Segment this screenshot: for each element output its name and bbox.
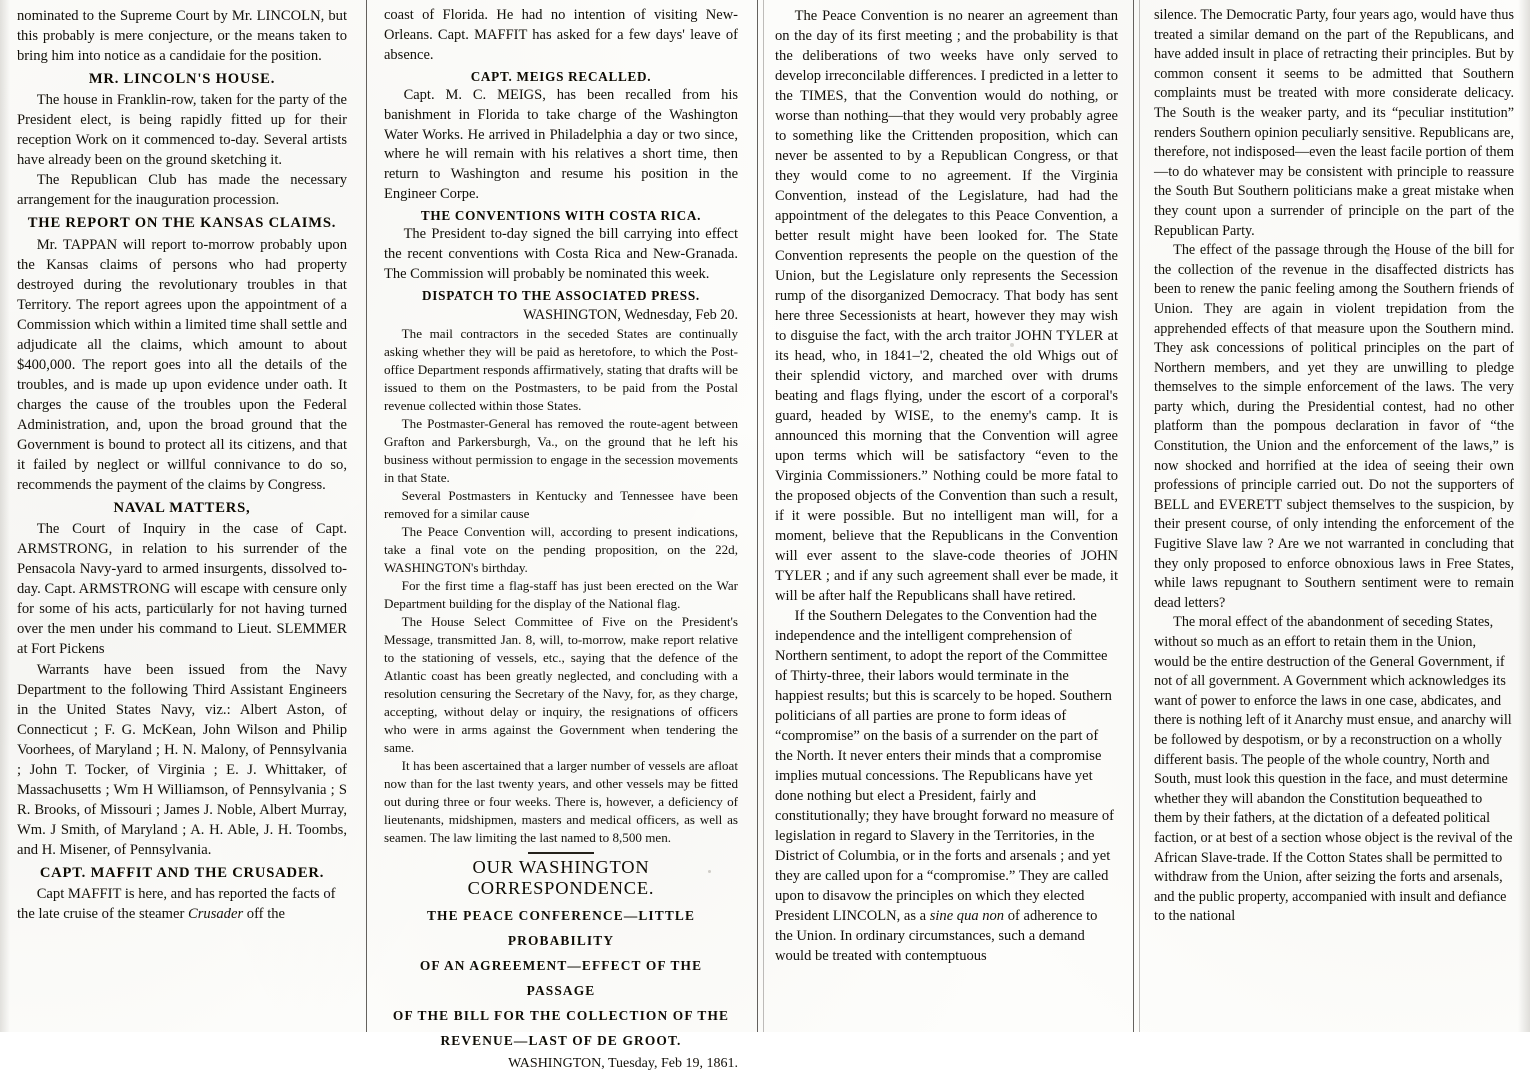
paragraph: For the first time a flag-staff has just been erected on the War Department building for the display of the National flag. [384, 577, 738, 611]
correspondence-subhead-line-4: REVENUE—LAST OF DE GROOT. [440, 1032, 682, 1048]
section-heading-kansas-claims: THE REPORT ON THE KANSAS CLAIMS. [27, 215, 337, 232]
paragraph: The mail contractors in the seceded States are continually asking whether they will be paid as heretofore, to which the Post-office Department responds affirmatively, stating that drafts will be issued to them on the Postmasters, to be paid from the Postal revenue collected within those States. [384, 325, 738, 413]
section-heading-capt-maffit: CAPT. MAFFIT AND THE CRUSADER. [39, 864, 325, 881]
paragraph-text-a: If the Southern Delegates to the Convention had the independence and the intelligent comprehension of Northern sentiment, to adopt the report of the Committee of Thirty-three, their labors would terminate in the happiest results; but this is scarcely to be hoped. Southern politicians of all parties are prone to form ideas of “compromise” on the basis of a surrender on the part of the North. It never enters their minds that a compromise implies mutual concessions. The Republicans have yet done nothing but elect a President, fairly and constitutionally; they have brought forward no measure of legislation in regard to Slavery in the Territories, in the District of Columbia, or in the forts and arsenals ; and yet they are called upon for a “compromise.” They are called upon to disavow the principles on which they elected President LINCOLN, as a [775, 608, 1114, 924]
paragraph-text-a: Capt MAFFIT is here, and has reported the facts of the late cruise of the steamer [17, 886, 336, 923]
ship-name-italic: Crusader [188, 906, 244, 923]
paragraph: The moral effect of the abandonment of seceding States, without so much as an effort to retain them in the Union, would be the entire destruction of the General Government, if not of all government. A Government which acknowledges its want of power to enforce the laws in one case, abdicates, and there is nothing left of it Anarchy must ensue, and anarchy will be followed by despotism, or by a reconstruction on a wholly different basis. The people of the whole country, North and South, must look this question in the face, and must determine whether they will abandon the Constitution bequeathed to them by their fathers, at the dictation of a defeated political faction, or at best of a section whose object is the revival of the African Slave-trade. If the Cotton States shall be permitted to withdraw from the Union, after seizing the forts and arsenals, and the public property, accompanied with insult and defiance to the national [1154, 614, 1513, 925]
paragraph: The house in Franklin-row, taken for the party of the President elect, is being rapidly fitted up for their reception Work on it commenced to-day. Several artists have already been on the ground sketching it. [17, 92, 347, 169]
paragraph: Mr. TAPPAN will report to-morrow probably upon the Kansas claims of persons who had property destroyed during the revolutionary troubles in that Territory. The report agrees upon the appointment of a Commission which within a limited time shall settle and adjudicate all the claims, which amount to about $400,000. The report goes into all the details of the troubles, and is made up upon evidence under oath. It charges the cause of the troubles upon the Federal Administration, and, upon the broad ground that the Government is bound to protect all its citizens, and that it failed by neglect or willful connivance to do so, recommends the payment of the claims by Congress. [17, 236, 347, 494]
paragraph: coast of Florida. He had no intention of visiting New-Orleans. Capt. MAFFIT has asked for a few days' leave of absence. [384, 7, 738, 63]
dateline-ap: WASHINGTON, Wednesday, Feb 20. [523, 306, 738, 323]
section-heading-costa-rica: THE CONVENTIONS WITH COSTA RICA. [420, 208, 702, 224]
paragraph: Warrants have been issued from the Navy Department to the following Third Assistant Engineers in the United States Navy, viz.: Albert Aston, of Connecticut ; F. G. McKean, John Wilson and Philip Voorhees, of Maryland ; H. N. Malony, of Pennsylvania ; John T. Tocker, of Virginia ; E. J. Whittaker, of Massachusetts ; Wm H Williamson, of Pennsylvania ; S R. Brooks, of Missouri ; James J. Noble, Albert Murray, Wm. J Smith, of Maryland ; A. H. Able, J. H. Toombs, and H. Misener, of Pennsylvania. [17, 661, 347, 858]
correspondence-subhead-line-3: OF THE BILL FOR THE COLLECTION OF THE [392, 1007, 730, 1023]
paragraph: The Postmaster-General has removed the route-agent between Grafton and Parkersburgh, Va., on the ground that he left his business without permission to engage in the secession movements in that State. [384, 415, 738, 485]
paragraph: The Peace Convention will, according to present indications, take a final vote on the pending proposition, on the 22d, WASHINGTON's birthday. [384, 523, 738, 575]
latin-phrase-italic: sine qua non [929, 908, 1005, 924]
paragraph: Capt. M. C. MEIGS, has been recalled from his banishment in Florida to take charge of the Washington Water Works. He arrived in Philadelphia a day or two since, where he will remain with his relatives a short time, then return to Washington and resume his position in the Engineer Corpe. [384, 86, 738, 203]
paragraph-text-b: off the [243, 906, 286, 923]
correspondence-subhead-line-1: THE PEACE CONFERENCE—LITTLE PROBABILITY [426, 907, 696, 948]
divider-rule [528, 852, 594, 854]
paragraph: Several Postmasters in Kentucky and Tennessee have been removed for a similar cause [384, 487, 738, 521]
paragraph: The Peace Convention is no nearer an agreement than on the day of its first meeting ; and the probability is that the deliberations of two weeks have only served to develop irreconcilable differences. I predicted in a letter to the TIMES, that the Convention would do nothing, or worse than nothing—that they would very probably agree to something like the Crittenden proposition, which can never be assented to by a Republican Congress, or that they would come to no agreement. If the Virginia Convention, instead of the Legislature, had had the appointment of the delegates to this Peace Convention, a better result might have been looked for. The State Convention represents the people on the question of the Union, but the Legislature only represents the Secession rump of the disorganized Democracy. That body has sent here three Secessionists at heart, however they may wish to disguise the fact, with the arch traitor JOHN TYLER at its head, who, in 1841–'2, cheated the old Whigs out of their splendid victory, and marched over with drums beating and flags flying, under the escort of a corporal's guard, headed by WISE, to the enemy's camp. It is announced this morning that the Convention will agree upon terms which will be satisfactory “even to the Virginia Commissioners.” Nothing could be more fatal to the proposed objects of the Convention than such a result, if it were possible. But no intelligent man will, for a moment, believe that the Republicans in the Convention will ever assent to the slave-code theories of JOHN TYLER ; and if any such agreement shall ever be made, it will be after half the Republicans shall have retired. [775, 8, 1118, 604]
correspondence-subhead-line-2: OF AN AGREEMENT—EFFECT OF THE PASSAGE [419, 957, 703, 998]
paragraph: silence. The Democratic Party, four years ago, would have thus treated a similar demand on the part of the Republicans, and have added insult in place of retracting their principles. But by common consent it seems to be admitted that Southern complaints must be treated with more considerate delicacy. The South is the weaker party, and its “peculiar institution” renders Southern opinion peculiarly sensitive. Republicans are, therefore, not indisposed—even the least facile portion of them—to do whatever may be consistent with principle to reassure the South But Southern politicians make a great mistake when they count upon a surrender of principle on the part of the Republican Party. [1154, 7, 1514, 239]
section-heading-meigs-recalled: CAPT. MEIGS RECALLED. [470, 68, 652, 84]
dateline-correspondence: WASHINGTON, Tuesday, Feb 19, 1861. [508, 1055, 738, 1071]
column-4 [1135, 0, 1530, 1032]
column-3 [758, 0, 1135, 1032]
paragraph-with-italic [775, 606, 1118, 966]
paragraph: It has been ascertained that a larger number of vessels are afloat now than for the last twenty years, and other vessels may be fitted out during three or four weeks. There is, however, a deficiency of lieutenants, midshipmen, masters and medical officers, as well as seamen. The law limiting the last named to 8,500 men. [384, 757, 738, 845]
paragraph: The President to-day signed the bill carrying into effect the recent conventions with Costa Rica and New-Granada. The Commission will probably be nominated this week. [384, 226, 738, 282]
paragraph: The House Select Committee of Five on the President's Message, transmitted Jan. 8, will, to-morrow, make report relative to the stationing of vessels, etc., saying that the defence of the Atlantic coast has been greatly neglected, and concluding with a resolution censuring the Secretary of the Navy, for, as they charge, accepting, without delay or inquiry, the resignations of officers who were in arms against the Government when tendering the same. [384, 613, 738, 755]
section-heading-associated-press: DISPATCH TO THE ASSOCIATED PRESS. [422, 287, 700, 303]
column-1 [0, 0, 366, 1032]
section-heading-naval-matters: NAVAL MATTERS, [113, 500, 251, 517]
paragraph: The Court of Inquiry in the case of Capt. ARMSTRONG, in relation to his surrender of the Pensacola Navy-yard to armed insurgents, dissolved to-day. Capt. ARMSTRONG will escape with censure only for some of his acts, particularly for not having turned over the men under his command to Lieut. SLEMMER at Fort Pickens [17, 521, 347, 658]
column-2 [366, 0, 758, 1071]
correspondence-title: OUR WASHINGTON CORRESPONDENCE. [467, 856, 655, 898]
paragraph-with-italic [17, 884, 347, 924]
paragraph: The effect of the passage through the House of the bill for the collection of the revenue in the disaffected districts has been to renew the panic feeling among the Southern friends of Union. They are again in violent trepidation from the apprehended effects of that measure upon the Southern mind. They ask concessions of political principles on the part of Northern members, and yet they are unwilling to pledge themselves to the simple enforcement of the laws. The very party which, during the Presidential contest, had no other platform than the pompous declaration in favor of “the Constitution, the Union and the enforcement of the laws,” is now shocked and horrified at the idea of seeing their own professions of principle carried out. Do not the supporters of BELL and EVERETT subject themselves to the suspicion, by their present course, of only intending the enforcement of the Fugitive Slave law ? Are we not warranted in concluding that they only proposed to enforce obnoxious laws in Free States, while laws repugnant to Southern sentiment were to remain dead letters? [1154, 242, 1514, 611]
paragraph-text-b: of adherence to the Union. In ordinary circumstances, such a demand would be treated with contemptuous [775, 908, 1098, 964]
paragraph: nominated to the Supreme Court by Mr. LINCOLN, but this probably is mere conjecture, or the means taken to bring him into notice as a candidaie for the position. [17, 8, 347, 65]
section-heading-lincolns-house: MR. LINCOLN'S HOUSE. [88, 71, 276, 88]
paragraph: The Republican Club has made the necessary arrangement for the inauguration procession. [17, 172, 347, 209]
